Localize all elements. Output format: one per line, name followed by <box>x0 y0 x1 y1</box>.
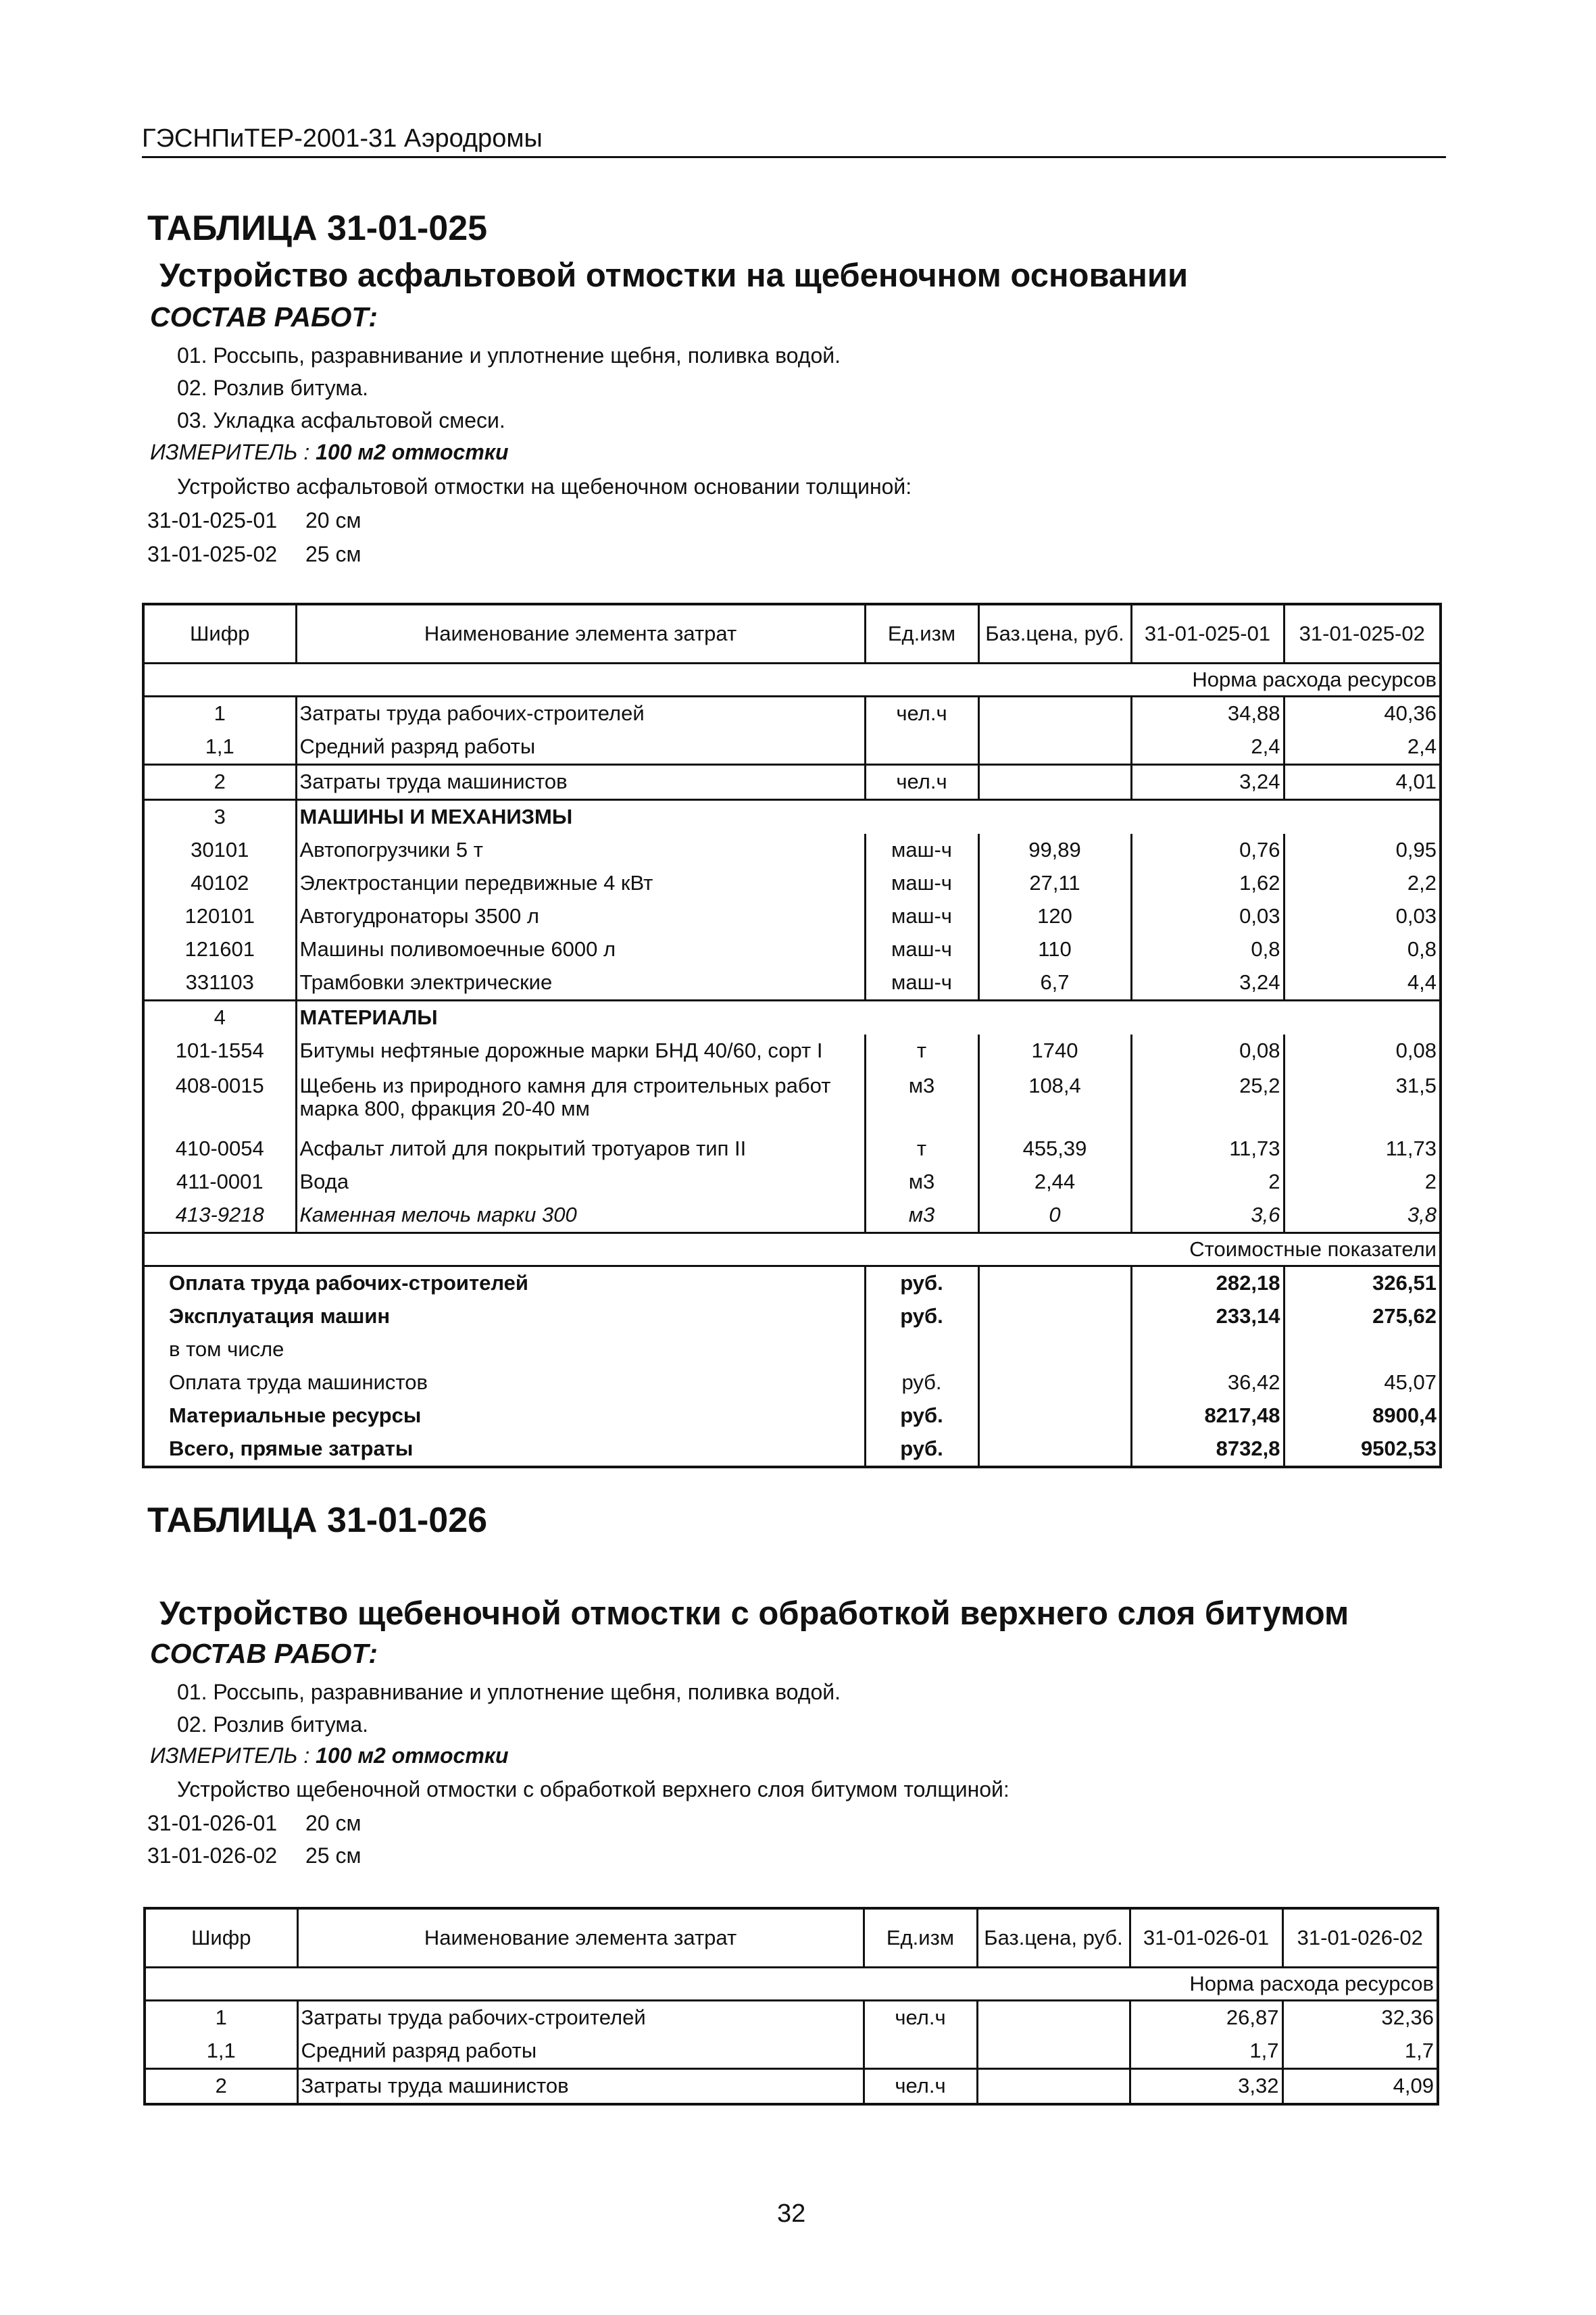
row-unit <box>865 800 978 835</box>
cost-row <box>143 1399 1441 1433</box>
stoimost-label: Стоимостные показатели <box>1189 1237 1437 1261</box>
row-unit: м3 <box>865 1199 978 1233</box>
row-value-2: 4,01 <box>1284 765 1441 800</box>
row-value-2: 0,03 <box>1284 900 1441 933</box>
row-value-1 <box>1131 800 1284 835</box>
row-price: 110 <box>978 933 1131 966</box>
row-name: Битумы нефтяные дорожные марки БНД 40/60, сорт I <box>296 1035 865 1068</box>
row-code: 101-1554 <box>175 1039 264 1063</box>
table-row <box>143 1132 1441 1166</box>
row-code: 413-9218 <box>175 1203 264 1227</box>
cost-value-1 <box>1131 1333 1284 1366</box>
table1-variant-1-value: 20 см <box>305 508 361 532</box>
row-code: 120101 <box>184 904 255 928</box>
col-header-name: Наименование элемента затрат <box>297 1908 864 1968</box>
cost-name: Эксплуатация машин <box>169 1304 391 1328</box>
row-value-1: 0,8 <box>1131 933 1284 966</box>
table1-izmeritel <box>150 440 509 465</box>
row-value-1: 2 <box>1131 1166 1284 1199</box>
row-code: 411-0001 <box>176 1170 264 1194</box>
table2-izmeritel <box>150 1743 509 1768</box>
row-code: 30101 <box>191 838 249 862</box>
resource-table-31-01-026 <box>143 1907 1439 2106</box>
table-row <box>145 2035 1438 2069</box>
table-row <box>143 1035 1441 1068</box>
row-code: 408-0015 <box>175 1074 264 1097</box>
table2-work-1: 01. Россыпь, разравнивание и уплотнение щебня, поливка водой. <box>177 1680 841 1704</box>
section-row-materials <box>143 1001 1441 1035</box>
table2-variant-1-code: 31-01-026-01 <box>147 1811 278 1835</box>
row-unit <box>864 2035 977 2069</box>
table1-variant-1-code: 31-01-025-01 <box>147 508 278 532</box>
row-price: 455,39 <box>978 1132 1131 1166</box>
cost-unit: руб. <box>865 1433 978 1467</box>
row-price: 2,44 <box>978 1166 1131 1199</box>
row-value-2: 32,36 <box>1282 2001 1438 2035</box>
cost-row <box>143 1333 1441 1366</box>
row-value-1: 34,88 <box>1131 697 1284 731</box>
row-price <box>978 1001 1131 1035</box>
cost-row <box>143 1433 1441 1467</box>
row-value-1: 3,24 <box>1131 966 1284 1001</box>
row-value-2 <box>1284 1001 1441 1035</box>
row-value-2: 2,2 <box>1284 867 1441 900</box>
cost-value-2 <box>1284 1333 1441 1366</box>
row-value-1: 3,24 <box>1131 765 1284 800</box>
cost-value-2: 326,51 <box>1284 1266 1441 1301</box>
row-value-2: 2 <box>1284 1166 1441 1199</box>
resource-table-31-01-025 <box>142 603 1442 1468</box>
cost-value-1: 282,18 <box>1131 1266 1284 1301</box>
table-row <box>143 1068 1441 1132</box>
cost-empty <box>978 1366 1131 1399</box>
cost-value-1: 8732,8 <box>1131 1433 1284 1467</box>
row-unit <box>865 1001 978 1035</box>
cost-name: Оплата труда рабочих-строителей <box>169 1271 528 1295</box>
cost-value-2: 45,07 <box>1284 1366 1441 1399</box>
row-price <box>978 730 1131 765</box>
row-name: Автогудронаторы 3500 л <box>296 900 865 933</box>
stoimost-row <box>143 1233 1441 1266</box>
row-name: Затраты труда машинистов <box>296 765 865 800</box>
table1-sostav-label: СОСТАВ РАБОТ: <box>150 301 378 332</box>
row-unit: чел.ч <box>865 697 978 731</box>
row-price: 108,4 <box>978 1068 1131 1132</box>
izmeritel-label: ИЗМЕРИТЕЛЬ : <box>150 440 310 464</box>
row-code: 410-0054 <box>175 1137 264 1161</box>
row-value-2: 40,36 <box>1284 697 1441 731</box>
row-unit: т <box>865 1035 978 1068</box>
row-value-1 <box>1131 1001 1284 1035</box>
cost-unit: руб. <box>865 1266 978 1301</box>
row-unit: м3 <box>865 1166 978 1199</box>
row-price: 120 <box>978 900 1131 933</box>
col-header-variant-2: 31-01-025-02 <box>1284 604 1441 664</box>
row-unit: маш-ч <box>865 834 978 867</box>
table-row <box>143 933 1441 966</box>
row-value-2: 2,4 <box>1284 730 1441 765</box>
table-row <box>143 765 1441 800</box>
cost-value-2: 275,62 <box>1284 1300 1441 1333</box>
table-row <box>145 2069 1438 2105</box>
cost-value-1: 233,14 <box>1131 1300 1284 1333</box>
row-value-1: 2,4 <box>1131 730 1284 765</box>
row-code: 4 <box>214 1005 226 1030</box>
cost-empty <box>978 1399 1131 1433</box>
cost-unit: руб. <box>865 1300 978 1333</box>
izmeritel-value: 100 м2 отмостки <box>316 440 509 464</box>
table-row <box>143 730 1441 765</box>
table-row <box>143 1199 1441 1233</box>
row-price: 0 <box>978 1199 1131 1233</box>
cost-unit: руб. <box>865 1399 978 1433</box>
norma-label: Норма расхода ресурсов <box>1189 1971 1434 1995</box>
row-name: Трамбовки электрические <box>296 966 865 1001</box>
row-code: 2 <box>214 770 226 794</box>
table2-subtitle: Устройство щебеночной отмостки с обработкой верхнего слоя битумом <box>159 1595 1349 1632</box>
section-row-machines <box>143 800 1441 835</box>
cost-name: Материальные ресурсы <box>169 1403 422 1428</box>
cost-row <box>143 1300 1441 1333</box>
row-value-2: 0,95 <box>1284 834 1441 867</box>
table2-variant-1-value: 20 см <box>305 1811 361 1835</box>
row-name: Средний разряд работы <box>297 2035 864 2069</box>
table-row <box>143 900 1441 933</box>
table-row <box>143 867 1441 900</box>
row-code: 1 <box>215 2006 227 2030</box>
izmeritel-label: ИЗМЕРИТЕЛЬ : <box>150 1743 310 1768</box>
cost-row <box>143 1366 1441 1399</box>
norma-row <box>143 664 1441 697</box>
cost-row <box>143 1266 1441 1301</box>
row-code: 1 <box>214 701 226 726</box>
row-code: 1,1 <box>205 735 234 759</box>
cost-unit: руб. <box>865 1366 978 1399</box>
row-name: Вода <box>296 1166 865 1199</box>
row-unit: маш-ч <box>865 900 978 933</box>
table2-intro: Устройство щебеночной отмостки с обработкой верхнего слоя битумом толщиной: <box>177 1777 1009 1801</box>
row-value-2 <box>1284 800 1441 835</box>
col-header-unit: Ед.изм <box>864 1908 977 1968</box>
table2-variant-2-code: 31-01-026-02 <box>147 1843 278 1868</box>
row-value-1: 3,32 <box>1130 2069 1282 2105</box>
row-code: 3 <box>214 805 226 829</box>
row-unit: маш-ч <box>865 966 978 1001</box>
table2-sostav-label: СОСТАВ РАБОТ: <box>150 1638 378 1669</box>
table1-title: ТАБЛИЦА 31-01-025 <box>147 209 488 248</box>
row-unit: чел.ч <box>865 765 978 800</box>
col-header-code: Шифр <box>191 1925 251 1949</box>
row-name: МАШИНЫ И МЕХАНИЗМЫ <box>296 800 865 835</box>
col-header-name: Наименование элемента затрат <box>296 604 865 664</box>
table-row <box>143 834 1441 867</box>
norma-row <box>145 1968 1438 2001</box>
table1-variant-2-value: 25 см <box>305 542 361 566</box>
cost-name: в том числе <box>169 1337 284 1362</box>
row-name: МАТЕРИАЛЫ <box>296 1001 865 1035</box>
row-price <box>977 2035 1130 2069</box>
col-header-price: Баз.цена, руб. <box>977 1908 1130 1968</box>
row-unit: маш-ч <box>865 867 978 900</box>
row-code: 1,1 <box>206 2039 236 2063</box>
row-unit: т <box>865 1132 978 1166</box>
col-header-code: Шифр <box>190 621 250 645</box>
row-name: Электростанции передвижные 4 кВт <box>296 867 865 900</box>
cost-value-2: 9502,53 <box>1284 1433 1441 1467</box>
row-value-2: 4,4 <box>1284 966 1441 1001</box>
table1-intro: Устройство асфальтовой отмостки на щебеночном основании толщиной: <box>177 474 912 499</box>
row-price: 6,7 <box>978 966 1131 1001</box>
row-value-2: 0,8 <box>1284 933 1441 966</box>
norma-label: Норма расхода ресурсов <box>1192 667 1437 691</box>
row-code: 121601 <box>184 937 255 962</box>
row-value-2: 3,8 <box>1284 1199 1441 1233</box>
row-unit: чел.ч <box>864 2001 977 2035</box>
row-value-1: 26,87 <box>1130 2001 1282 2035</box>
table-header-row <box>145 1908 1438 1968</box>
cost-empty <box>978 1300 1131 1333</box>
row-name: Каменная мелочь марки 300 <box>296 1199 865 1233</box>
row-name: Средний разряд работы <box>296 730 865 765</box>
row-price <box>978 800 1131 835</box>
row-value-2: 11,73 <box>1284 1132 1441 1166</box>
row-price <box>978 697 1131 731</box>
row-value-1: 0,08 <box>1131 1035 1284 1068</box>
row-price <box>978 765 1131 800</box>
row-price: 99,89 <box>978 834 1131 867</box>
cost-value-2: 8900,4 <box>1284 1399 1441 1433</box>
row-value-2: 4,09 <box>1282 2069 1438 2105</box>
row-name: Машины поливомоечные 6000 л <box>296 933 865 966</box>
row-unit <box>865 730 978 765</box>
cost-empty <box>978 1433 1131 1467</box>
row-price: 27,11 <box>978 867 1131 900</box>
row-price <box>977 2001 1130 2035</box>
table1-work-2: 02. Розлив битума. <box>177 376 369 400</box>
row-unit: м3 <box>865 1068 978 1132</box>
row-name: Затраты труда рабочих-строителей <box>297 2001 864 2035</box>
table2-title: ТАБЛИЦА 31-01-026 <box>147 1501 488 1540</box>
table-row <box>145 2001 1438 2035</box>
cost-value-1: 8217,48 <box>1131 1399 1284 1433</box>
row-value-2: 0,08 <box>1284 1035 1441 1068</box>
cost-name: Всего, прямые затраты <box>169 1437 414 1461</box>
table-row <box>143 966 1441 1001</box>
table-row <box>143 1166 1441 1199</box>
row-value-2: 1,7 <box>1282 2035 1438 2069</box>
col-header-variant-1: 31-01-025-01 <box>1131 604 1284 664</box>
table1-work-3: 03. Укладка асфальтовой смеси. <box>177 408 505 432</box>
cost-value-1: 36,42 <box>1131 1366 1284 1399</box>
cost-unit <box>865 1333 978 1366</box>
running-header: ГЭСНПиТЕР-2001-31 Аэродромы <box>142 124 1446 158</box>
page-number: 32 <box>777 2199 806 2228</box>
table-header-row <box>143 604 1441 664</box>
row-name: Щебень из природного камня для строительных работ марка 800, фракция 20-40 мм <box>296 1068 865 1132</box>
row-unit: маш-ч <box>865 933 978 966</box>
row-code: 40102 <box>191 871 249 895</box>
izmeritel-value: 100 м2 отмостки <box>316 1743 509 1768</box>
table2-work-2: 02. Розлив битума. <box>177 1712 369 1737</box>
row-value-1: 3,6 <box>1131 1199 1284 1233</box>
col-header-variant-1: 31-01-026-01 <box>1130 1908 1282 1968</box>
row-value-1: 1,62 <box>1131 867 1284 900</box>
col-header-unit: Ед.изм <box>865 604 978 664</box>
cost-name: Оплата труда машинистов <box>169 1370 428 1395</box>
row-name: Асфальт литой для покрытий тротуаров тип II <box>296 1132 865 1166</box>
row-code: 2 <box>215 2074 227 2098</box>
col-header-price: Баз.цена, руб. <box>978 604 1131 664</box>
row-value-1: 25,2 <box>1131 1068 1284 1132</box>
table2-variant-2-value: 25 см <box>305 1843 361 1868</box>
cost-empty <box>978 1266 1131 1301</box>
row-value-1: 11,73 <box>1131 1132 1284 1166</box>
table1-variant-2-code: 31-01-025-02 <box>147 542 278 566</box>
row-code: 331103 <box>185 970 254 995</box>
table1-work-1: 01. Россыпь, разравнивание и уплотнение щебня, поливка водой. <box>177 343 841 368</box>
row-price <box>977 2069 1130 2105</box>
row-price: 1740 <box>978 1035 1131 1068</box>
row-unit: чел.ч <box>864 2069 977 2105</box>
row-name: Затраты труда машинистов <box>297 2069 864 2105</box>
table-row <box>143 697 1441 731</box>
row-name: Затраты труда рабочих-строителей <box>296 697 865 731</box>
row-value-2: 31,5 <box>1284 1068 1441 1132</box>
row-value-1: 1,7 <box>1130 2035 1282 2069</box>
col-header-variant-2: 31-01-026-02 <box>1282 1908 1438 1968</box>
row-value-1: 0,03 <box>1131 900 1284 933</box>
cost-empty <box>978 1333 1131 1366</box>
row-name: Автопогрузчики 5 т <box>296 834 865 867</box>
table1-subtitle: Устройство асфальтовой отмостки на щебеночном основании <box>159 257 1189 294</box>
row-value-1: 0,76 <box>1131 834 1284 867</box>
